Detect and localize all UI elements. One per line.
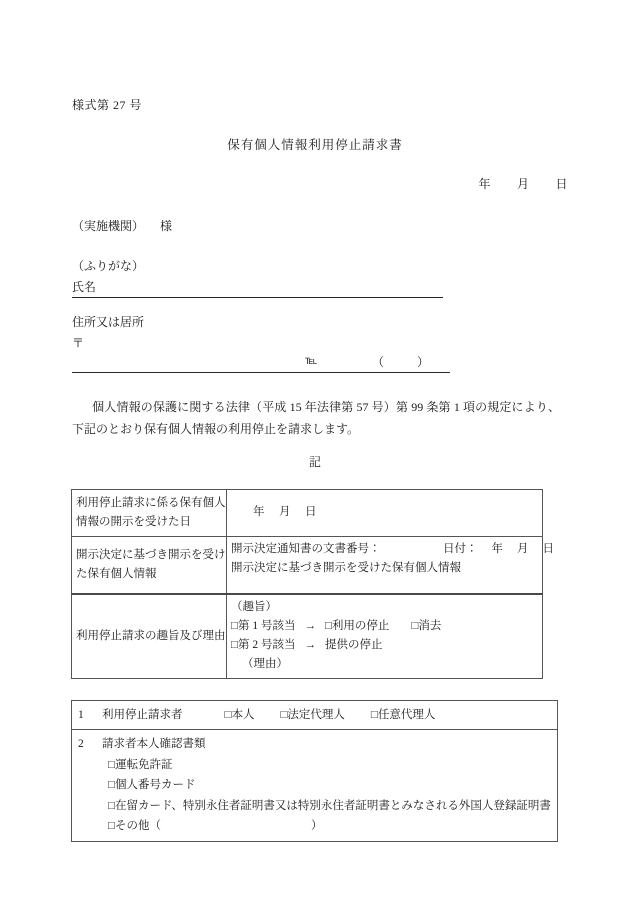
table-row-purpose-reason (72, 594, 543, 678)
purpose-option-2-row (231, 636, 538, 655)
disclosure-details-table (71, 489, 554, 679)
notice-date-month: 月 (517, 542, 529, 555)
requester-option-voluntary-agent-checkbox[interactable]: □ (370, 709, 378, 721)
disclosure-date-day: 日 (305, 506, 317, 519)
name-field-row[interactable] (72, 278, 443, 298)
purpose-option-2-arrow-icon: → (304, 639, 316, 652)
purpose-option-1-sub2-checkbox[interactable]: □ (411, 620, 419, 633)
requester-option-self[interactable] (225, 705, 255, 725)
date-month-label: 月 (516, 177, 530, 191)
purpose-option-1-row (231, 617, 538, 636)
notice-date-year: 年 (491, 542, 503, 555)
identity-document-item-other[interactable] (78, 816, 551, 836)
identity-documents-label: 請求者本人確認書類 (102, 738, 206, 751)
cell-requester-type[interactable] (72, 701, 558, 730)
date-year-label: 年 (478, 177, 491, 191)
requester-option-legal-agent[interactable] (280, 705, 344, 725)
body-paragraph-text: 個人情報の保護に関する法律（平成 15 年法律第 57 号）第 99 条第 1 項の規定により、下記のとおり保有個人情報の利用停止を請求します。 (72, 400, 560, 437)
requester-option-legal-agent-label: 法定代理人 (287, 709, 345, 721)
identity-document-residence-card-checkbox[interactable]: □ (108, 799, 115, 812)
telephone-paren-close: ） (417, 355, 430, 369)
table-row-disclosed-info (72, 536, 543, 594)
cell-identity-documents[interactable] (72, 730, 558, 841)
notice-date-label: 日付： (443, 542, 478, 555)
purpose-option-1-sub1-label: 利用の停止 (331, 620, 390, 633)
form-number: 様式第 27 号 (72, 98, 143, 112)
requester-option-voluntary-agent-label: 任意代理人 (377, 709, 436, 721)
identity-document-my-number-card-checkbox[interactable]: □ (108, 779, 115, 792)
disclosure-date-year: 年 (253, 506, 265, 519)
identity-document-other-label: その他（ (114, 820, 161, 833)
identity-document-drivers-license-checkbox[interactable]: □ (108, 758, 115, 771)
recipient-honorific: 様 (160, 219, 173, 233)
requester-option-self-checkbox[interactable]: □ (224, 709, 232, 721)
date-day-label: 日 (555, 177, 568, 191)
identity-document-item-drivers-license[interactable] (78, 755, 551, 775)
identity-document-residence-card-label: 在留カード、特別永住者証明書又は特別永住者証明書とみなされる外国人登録証明書 (114, 799, 551, 812)
purpose-option-2-checkbox[interactable]: □ (231, 639, 238, 652)
cell-value-disclosure-date[interactable] (227, 490, 543, 537)
cell-label-purpose-reason: 利用停止請求の趣旨及び理由 (72, 594, 227, 678)
table-row-identity-documents (72, 730, 558, 841)
telephone-icon: ℡ (305, 355, 318, 367)
purpose-option-1-sub2-label: 消去 (418, 620, 442, 633)
identity-document-item-my-number-card[interactable] (78, 775, 551, 795)
recipient-organization: （実施機関） (72, 219, 145, 233)
requester-type-label: 利用停止請求者 (102, 709, 183, 721)
notice-date-day: 日 (542, 542, 554, 555)
applicant-verification-table (71, 700, 558, 842)
disclosed-info-description: 開示決定に基づき開示を受けた保有個人情報 (231, 561, 461, 574)
date-line (0, 175, 630, 192)
cell-value-purpose-reason[interactable] (227, 594, 543, 678)
name-label: 氏名 (72, 280, 97, 294)
identity-document-other-checkbox[interactable]: □ (108, 820, 115, 833)
identity-document-drivers-license-label: 運転免許証 (114, 758, 173, 771)
requester-option-legal-agent-checkbox[interactable]: □ (280, 709, 288, 721)
cell-value-disclosed-info[interactable] (227, 536, 554, 594)
address-field-row[interactable] (72, 352, 450, 373)
purpose-option-1-checkbox[interactable]: □ (231, 620, 238, 633)
body-paragraph (72, 396, 560, 440)
identity-document-other-paren-close: ） (310, 820, 323, 833)
purpose-option-1-label: 第 1 号該当 (237, 620, 296, 633)
recipient-line (72, 217, 172, 234)
requester-option-voluntary-agent[interactable] (371, 705, 435, 725)
furigana-label: （ふりがな） (72, 259, 145, 273)
purpose-option-2-label: 第 2 号該当 (237, 639, 296, 652)
cell-label-disclosure-date: 利用停止請求に係る保有個人情報の開示を受けた日 (72, 490, 227, 537)
ki-marker: 記 (308, 455, 321, 469)
requester-option-self-label: 本人 (231, 709, 255, 721)
purpose-option-1-arrow-icon: → (304, 620, 316, 633)
identity-document-item-residence-card[interactable] (78, 796, 551, 816)
purpose-option-1-sub1-checkbox[interactable]: □ (324, 620, 332, 633)
reason-heading: （理由） (242, 658, 288, 671)
table-row-requester-type (72, 701, 558, 730)
document-title: 保有個人情報利用停止請求書 (227, 138, 403, 152)
requester-type-number: 1 (78, 709, 84, 721)
purpose-option-2-sub1-label: 提供の停止 (324, 639, 383, 652)
address-label: 住所又は居所 (72, 315, 145, 329)
identity-document-my-number-card-label: 個人番号カード (114, 779, 196, 792)
disclosure-date-month: 月 (279, 506, 291, 519)
table-row-disclosure-date (72, 490, 543, 537)
identity-documents-number: 2 (78, 738, 84, 751)
postal-code-mark: 〒 (72, 336, 85, 350)
purpose-heading: （趣旨） (231, 601, 277, 614)
notice-document-number-label: 開示決定通知書の文書番号： (231, 542, 381, 555)
cell-label-disclosed-info: 開示決定に基づき開示を受けた保有個人情報 (72, 536, 227, 594)
telephone-paren-open: （ (372, 355, 385, 369)
